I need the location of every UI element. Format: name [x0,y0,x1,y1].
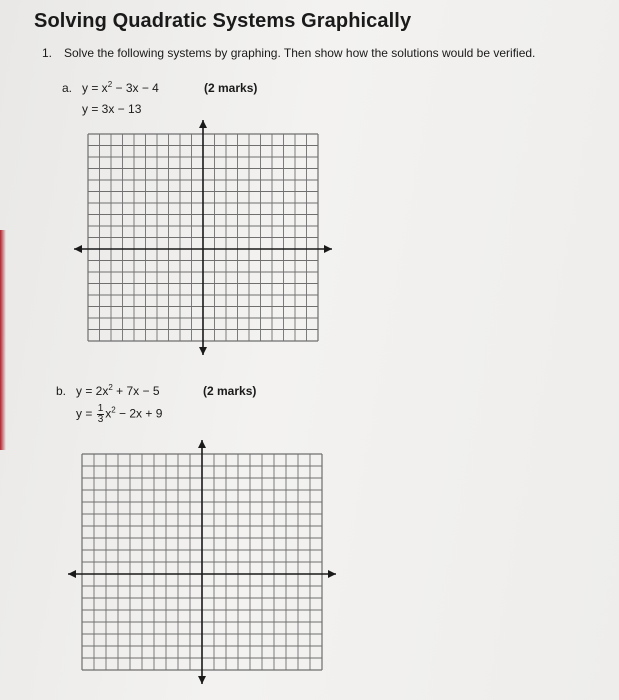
part-a-marks: (2 marks) [204,81,258,95]
part-a-arrow-right [324,245,332,253]
part-b-coordinate-grid[interactable] [66,438,346,700]
page-edge-shadow [0,230,6,450]
part-b-eq1-lhs: y = 2x [76,384,109,398]
part-b-eq2-rest: − 2x + 9 [115,406,163,421]
question-prompt: Solve the following systems by graphing. Then show how the solutions would be verified. [64,46,536,60]
part-a-letter: a. [62,81,73,95]
fraction-denominator: 3 [97,414,104,425]
part-b-eq2-lhs: y = [76,406,93,421]
part-b-marks: (2 marks) [203,384,257,398]
part-a-arrow-up [199,120,207,128]
part-b-eq1-rest: + 7x − 5 [112,384,160,398]
question-1 [42,46,535,60]
part-b-arrow-right [328,570,336,578]
part-b-arrow-down [198,676,206,684]
part-a-equation-1 [62,81,159,95]
question-number: 1. [42,46,53,60]
part-a-eq1-rest: − 3x − 4 [112,81,159,95]
worksheet-title: Solving Quadratic Systems Graphically [34,10,412,32]
part-b-eq2-exponent: 2 [111,405,116,415]
part-b-arrow-left [68,570,76,578]
part-b-eq2-fraction [97,404,105,425]
part-a-coordinate-grid[interactable] [72,118,352,366]
part-b-equation-2 [76,404,162,425]
part-a-arrow-left [74,245,82,253]
part-b-eq1-exponent: 2 [108,383,113,392]
part-b-eq2-x: x [105,406,112,421]
part-a-eq1-exponent: 2 [107,80,113,89]
part-b-equation-1 [56,384,160,398]
part-a-arrow-down [199,347,207,355]
part-b-arrow-up [198,440,206,448]
fraction-numerator: 1 [97,403,104,414]
part-b-letter: b. [56,384,67,398]
part-a-equation-2: y = 3x − 13 [82,102,142,116]
part-a-eq1-lhs: y = x [82,81,108,95]
